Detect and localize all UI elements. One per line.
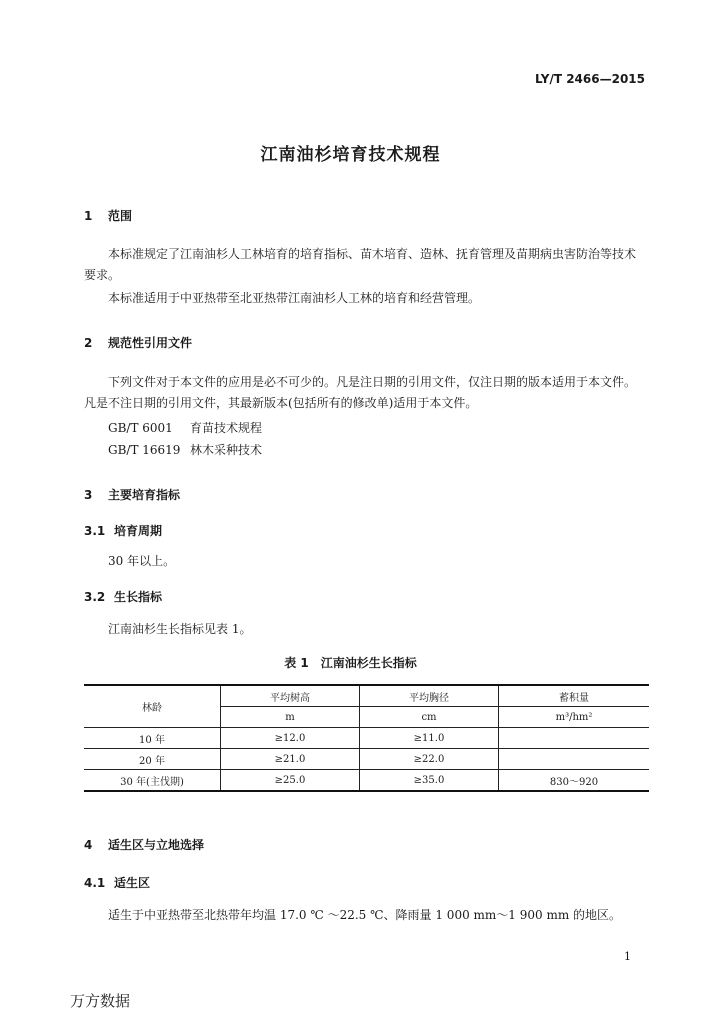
unit-volume: m³/hm² <box>499 707 650 728</box>
table-header-row <box>84 685 649 707</box>
section-number: 3.2 <box>84 590 106 604</box>
section-1-heading <box>84 207 132 224</box>
cell-age: 10 年 <box>84 728 221 749</box>
cell-age: 20 年 <box>84 749 221 770</box>
section-number: 4 <box>84 838 93 852</box>
cell-age: 30 年(主伐期) <box>84 770 221 792</box>
section-title: 主要培育指标 <box>108 488 181 502</box>
header-volume: 蓄积量 <box>499 685 650 707</box>
paragraph-scope-1: 本标准规定了江南油杉人工林培育的培育指标、苗木培育、造林、抚育管理及苗期病虫害防治等技术要求。 <box>84 247 637 282</box>
cell-height: ≥21.0 <box>221 749 360 770</box>
unit-dbh: cm <box>360 707 499 728</box>
table-row <box>84 728 649 749</box>
section-number: 2 <box>84 336 93 350</box>
growth-index-table <box>84 684 649 792</box>
section-title: 适生区与立地选择 <box>108 838 205 852</box>
cell-dbh: ≥11.0 <box>360 728 499 749</box>
standard-number: LY/T 2466—2015 <box>534 72 645 86</box>
section-title: 培育周期 <box>114 524 163 538</box>
section-number: 3.1 <box>84 524 106 538</box>
header-height: 平均树高 <box>221 685 360 707</box>
watermark: 万方数据 <box>70 992 131 1010</box>
section-number: 1 <box>84 209 93 223</box>
section-title: 范围 <box>108 209 133 223</box>
paragraph-cycle: 30 年以上。 <box>108 554 176 568</box>
section-3-2-heading <box>84 588 162 605</box>
section-number: 3 <box>84 488 93 502</box>
section-3-heading <box>84 486 180 503</box>
header-dbh: 平均胸径 <box>360 685 499 707</box>
paragraph-normative-refs: 下列文件对于本文件的应用是必不可少的。凡是注日期的引用文件，仅注日期的版本适用于本文件。凡是不注日期的引用文件，其最新版本(包括所有的修改单)适用于本文件。 <box>84 375 637 410</box>
paragraph-scope-2: 本标准适用于中亚热带至北亚热带江南油杉人工林的培育和经营管理。 <box>108 291 481 305</box>
cell-dbh: ≥35.0 <box>360 770 499 792</box>
table-row <box>84 749 649 770</box>
reference-code: GB/T 6001 <box>108 421 173 435</box>
cell-volume <box>499 728 650 749</box>
section-4-heading <box>84 836 204 853</box>
paragraph-suitable-area: 适生于中亚热带至北热带年均温 17.0 ℃ ～22.5 ℃、降雨量 1 000 mm～1 900 mm 的地区。 <box>108 908 622 922</box>
reference-title: 林木采种技术 <box>190 443 263 457</box>
table-row <box>84 770 649 792</box>
page-number: 1 <box>624 950 631 963</box>
reference-item <box>108 419 262 436</box>
cell-dbh: ≥22.0 <box>360 749 499 770</box>
header-age: 林龄 <box>84 685 221 728</box>
section-3-1-heading <box>84 522 162 539</box>
cell-height: ≥12.0 <box>221 728 360 749</box>
unit-height: m <box>221 707 360 728</box>
cell-volume: 830～920 <box>499 770 650 792</box>
document-title: 江南油杉培育技术规程 <box>260 145 441 165</box>
reference-code: GB/T 16619 <box>108 443 181 457</box>
section-number: 4.1 <box>84 876 106 890</box>
paragraph-growth: 江南油杉生长指标见表 1。 <box>108 622 252 636</box>
reference-item <box>108 441 262 458</box>
reference-title: 育苗技术规程 <box>190 421 263 435</box>
table-caption: 表 1 江南油杉生长指标 <box>284 656 417 670</box>
cell-volume <box>499 749 650 770</box>
section-4-1-heading <box>84 874 150 891</box>
section-title: 生长指标 <box>114 590 163 604</box>
section-title: 规范性引用文件 <box>108 336 193 350</box>
section-title: 适生区 <box>114 876 151 890</box>
section-2-heading <box>84 334 192 351</box>
cell-height: ≥25.0 <box>221 770 360 792</box>
